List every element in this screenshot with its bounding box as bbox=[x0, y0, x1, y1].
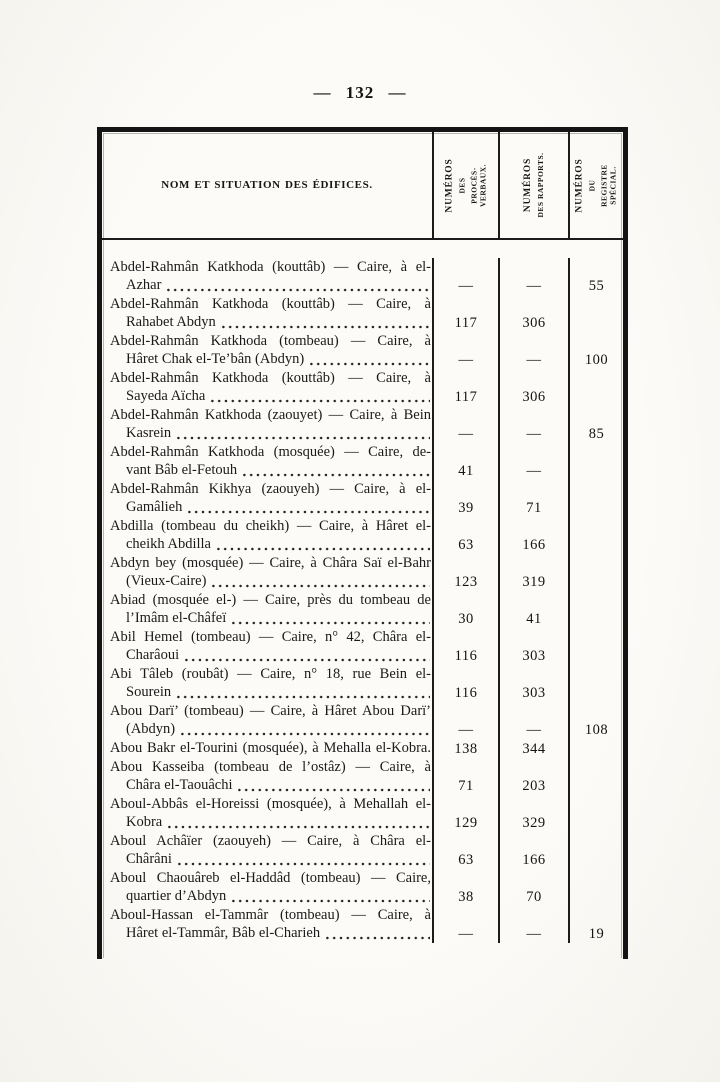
rapports-cell: — bbox=[498, 406, 568, 443]
name-line2: Azhar bbox=[110, 276, 431, 294]
rapports-cell: — bbox=[498, 906, 568, 943]
name-line1: Abi Tâleb (roubât) — Caire, n° 18, rue Bein el- bbox=[110, 666, 431, 682]
name-line1: Abou Darï’ (tombeau) — Caire, à Hâret Abou Darï’ bbox=[110, 703, 431, 719]
registre-special-cell bbox=[568, 554, 623, 591]
name-line2: (Abdyn) bbox=[110, 720, 431, 738]
column-header-line: NUMÉROS bbox=[444, 157, 455, 213]
registre-special-cell bbox=[568, 443, 623, 480]
leader-dots bbox=[177, 695, 430, 699]
proces-verbaux-cell: 30 bbox=[432, 591, 498, 628]
name-cell bbox=[102, 295, 432, 332]
leader-dots bbox=[232, 899, 430, 903]
rapports-cell: 344 bbox=[498, 739, 568, 758]
name-line1: Abou Kasseiba (tombeau de l’ostâz) — Caire, à bbox=[110, 759, 431, 775]
name-line2: (Vieux-Caire) bbox=[110, 572, 431, 590]
leader-dots bbox=[217, 547, 430, 551]
name-cell bbox=[102, 517, 432, 554]
column-header-rotated-label bbox=[523, 151, 545, 219]
registre-special-cell bbox=[568, 295, 623, 332]
name-line1: Aboul Achâïer (zaouyeh) — Caire, à Châra el- bbox=[110, 833, 431, 849]
name-line1: Abil Hemel (tombeau) — Caire, n° 42, Châra el- bbox=[110, 629, 431, 645]
rapports-cell: 303 bbox=[498, 628, 568, 665]
proces-verbaux-cell: 63 bbox=[432, 517, 498, 554]
column-header-numeros-rapports bbox=[498, 132, 568, 238]
rapports-cell: — bbox=[498, 258, 568, 295]
name-cell bbox=[102, 443, 432, 480]
name-line2: l’Imâm el-Châfeï bbox=[110, 609, 431, 627]
name-line2: Hâret Chak el-Te’bân (Abdyn) bbox=[110, 350, 431, 368]
table-row bbox=[102, 295, 623, 332]
table-row bbox=[102, 258, 623, 295]
rapports-cell: 71 bbox=[498, 480, 568, 517]
column-header-rotated-label bbox=[445, 153, 488, 217]
name-line2: Hâret el-Tammâr, Bâb el-Charieh bbox=[110, 924, 431, 942]
registre-special-cell bbox=[568, 832, 623, 869]
name-line1: Abdel-Rahmân Katkhoda (kouttâb) — Caire, à bbox=[110, 370, 431, 386]
proces-verbaux-cell: — bbox=[432, 906, 498, 943]
rapports-cell: 306 bbox=[498, 369, 568, 406]
leader-dots bbox=[177, 436, 430, 440]
rapports-cell: 329 bbox=[498, 795, 568, 832]
name-line1: Aboul-Abbâs el-Horeissi (mosquée), à Mehallah el- bbox=[110, 796, 431, 812]
leader-dots bbox=[310, 362, 430, 366]
leader-dots bbox=[243, 473, 430, 477]
table-row bbox=[102, 702, 623, 739]
name-line1: Abiad (mosquée el-) — Caire, près du tombeau de bbox=[110, 592, 431, 608]
name-line1: Abdilla (tombeau du cheikh) — Caire, à Hâret el- bbox=[110, 518, 431, 534]
name-line2: cheikh Abdilla bbox=[110, 535, 431, 553]
registre-special-cell: 19 bbox=[568, 906, 623, 943]
proces-verbaux-cell: — bbox=[432, 702, 498, 739]
proces-verbaux-cell: 116 bbox=[432, 628, 498, 665]
name-cell bbox=[102, 258, 432, 295]
leader-dots bbox=[326, 936, 430, 940]
registre-special-cell bbox=[568, 665, 623, 702]
registre-special-cell bbox=[568, 369, 623, 406]
rapports-cell: — bbox=[498, 332, 568, 369]
name-line1: Abou Bakr el-Tourini (mosquée), à Mehalla el-Kobra. bbox=[110, 740, 431, 756]
registre-special-cell bbox=[568, 517, 623, 554]
name-cell bbox=[102, 758, 432, 795]
name-line1: Abdyn bey (mosquée) — Caire, à Châra Saï el-Bahr bbox=[110, 555, 431, 571]
leader-dots bbox=[232, 621, 430, 625]
name-cell bbox=[102, 369, 432, 406]
name-line2: Kobra bbox=[110, 813, 431, 831]
name-line1: Abdel-Rahmân Katkhoda (mosquée) — Caire, de- bbox=[110, 444, 431, 460]
table-row bbox=[102, 332, 623, 369]
leader-dots bbox=[168, 825, 430, 829]
name-header-cell: NOM ET SITUATION DES ÉDIFICES. bbox=[161, 179, 373, 191]
name-line1: Abdel-Rahmân Kikhya (zaouyeh) — Caire, à el- bbox=[110, 481, 431, 497]
name-cell bbox=[102, 591, 432, 628]
table-rows bbox=[102, 240, 623, 943]
name-line1: Abdel-Rahmân Katkhoda (kouttâb) — Caire, à bbox=[110, 296, 431, 312]
table-row bbox=[102, 591, 623, 628]
column-header-numeros-registre-special bbox=[568, 132, 623, 238]
name-line2: Kasrein bbox=[110, 424, 431, 442]
proces-verbaux-cell: 138 bbox=[432, 739, 498, 758]
name-cell bbox=[102, 628, 432, 665]
column-header-line: DES RAPPORTS. bbox=[536, 152, 545, 218]
table-row bbox=[102, 369, 623, 406]
column-header-line: DU bbox=[588, 179, 598, 191]
name-cell bbox=[102, 739, 432, 758]
table-row bbox=[102, 480, 623, 517]
name-line2: Châra el-Taouâchi bbox=[110, 776, 431, 794]
proces-verbaux-cell: 117 bbox=[432, 295, 498, 332]
leader-dots bbox=[238, 788, 430, 792]
table-row bbox=[102, 906, 623, 943]
name-cell bbox=[102, 406, 432, 443]
registre-special-cell bbox=[568, 869, 623, 906]
rapports-cell: 306 bbox=[498, 295, 568, 332]
rapports-cell: 303 bbox=[498, 665, 568, 702]
registre-special-cell bbox=[568, 628, 623, 665]
leader-dots bbox=[178, 862, 430, 866]
name-line2: Sourein bbox=[110, 683, 431, 701]
table-row bbox=[102, 443, 623, 480]
name-cell bbox=[102, 832, 432, 869]
proces-verbaux-cell: — bbox=[432, 258, 498, 295]
leader-dots bbox=[211, 399, 430, 403]
name-line2: quartier d’Abdyn bbox=[110, 887, 431, 905]
rapports-cell: 166 bbox=[498, 832, 568, 869]
column-header-line: DES bbox=[457, 176, 467, 194]
name-cell bbox=[102, 795, 432, 832]
proces-verbaux-cell: 39 bbox=[432, 480, 498, 517]
name-line2: vant Bâb el-Fetouh bbox=[110, 461, 431, 479]
name-line1: Abdel-Rahmân Katkhoda (zaouyet) — Caire, à Bein bbox=[110, 407, 431, 423]
table-row bbox=[102, 795, 623, 832]
leader-dots bbox=[212, 584, 430, 588]
name-cell bbox=[102, 554, 432, 591]
table-row bbox=[102, 869, 623, 906]
registre-special-cell bbox=[568, 758, 623, 795]
proces-verbaux-cell: — bbox=[432, 406, 498, 443]
column-header-numeros-proces-verbaux bbox=[432, 132, 498, 238]
table-row bbox=[102, 739, 623, 758]
register-table bbox=[97, 127, 628, 959]
rapports-cell: — bbox=[498, 443, 568, 480]
name-cell bbox=[102, 869, 432, 906]
rapports-cell: 41 bbox=[498, 591, 568, 628]
name-line2: Charâoui bbox=[110, 646, 431, 664]
proces-verbaux-cell: 116 bbox=[432, 665, 498, 702]
registre-special-cell bbox=[568, 591, 623, 628]
table-row bbox=[102, 832, 623, 869]
name-line2: Rahabet Abdyn bbox=[110, 313, 431, 331]
name-line1: Aboul-Hassan el-Tammâr (tombeau) — Caire, à bbox=[110, 907, 431, 923]
table-row bbox=[102, 665, 623, 702]
table-row bbox=[102, 406, 623, 443]
rapports-cell: — bbox=[498, 702, 568, 739]
proces-verbaux-cell: 123 bbox=[432, 554, 498, 591]
table-header bbox=[102, 132, 623, 240]
rapports-cell: 166 bbox=[498, 517, 568, 554]
rapports-cell: 203 bbox=[498, 758, 568, 795]
registre-special-cell: 108 bbox=[568, 702, 623, 739]
name-line2: Sayeda Aïcha bbox=[110, 387, 431, 405]
column-header-rotated-label bbox=[575, 158, 618, 212]
rapports-cell: 70 bbox=[498, 869, 568, 906]
column-header-line: PROCÈS-VERBAUX. bbox=[469, 163, 488, 207]
name-line2: Chârâni bbox=[110, 850, 431, 868]
leader-dots bbox=[181, 732, 430, 736]
leader-dots bbox=[185, 658, 430, 662]
name-line1: Abdel-Rahmân Katkhoda (tombeau) — Caire, à bbox=[110, 333, 431, 349]
proces-verbaux-cell: 71 bbox=[432, 758, 498, 795]
table-row bbox=[102, 517, 623, 554]
registre-special-cell bbox=[568, 795, 623, 832]
proces-verbaux-cell: 129 bbox=[432, 795, 498, 832]
name-cell bbox=[102, 480, 432, 517]
leader-dots bbox=[222, 325, 430, 329]
registre-special-cell: 85 bbox=[568, 406, 623, 443]
name-line1: Abdel-Rahmân Katkhoda (kouttâb) — Caire, à el- bbox=[110, 259, 431, 275]
name-cell bbox=[102, 332, 432, 369]
column-header-line: NUMÉROS bbox=[523, 157, 533, 213]
proces-verbaux-cell: 41 bbox=[432, 443, 498, 480]
table-row bbox=[102, 554, 623, 591]
proces-verbaux-cell: 38 bbox=[432, 869, 498, 906]
page-number: — 132 — bbox=[313, 83, 407, 102]
proces-verbaux-cell: 117 bbox=[432, 369, 498, 406]
proces-verbaux-cell: 63 bbox=[432, 832, 498, 869]
table-row bbox=[102, 628, 623, 665]
registre-special-cell: 100 bbox=[568, 332, 623, 369]
name-cell bbox=[102, 665, 432, 702]
rapports-cell: 319 bbox=[498, 554, 568, 591]
registre-special-cell bbox=[568, 480, 623, 517]
name-cell bbox=[102, 702, 432, 739]
registre-special-cell bbox=[568, 739, 623, 758]
registre-special-cell: 55 bbox=[568, 258, 623, 295]
name-line1: Aboul Chaouâreb el-Haddâd (tombeau) — Caire, bbox=[110, 870, 431, 886]
name-line2: Gamâlieh bbox=[110, 498, 431, 516]
column-header-line: NUMÉROS bbox=[575, 157, 586, 213]
proces-verbaux-cell: — bbox=[432, 332, 498, 369]
table-row bbox=[102, 758, 623, 795]
leader-dots bbox=[188, 510, 430, 514]
leader-dots bbox=[167, 288, 430, 292]
name-cell bbox=[102, 906, 432, 943]
column-header-line: REGISTRE SPÉCIAL. bbox=[600, 163, 619, 207]
